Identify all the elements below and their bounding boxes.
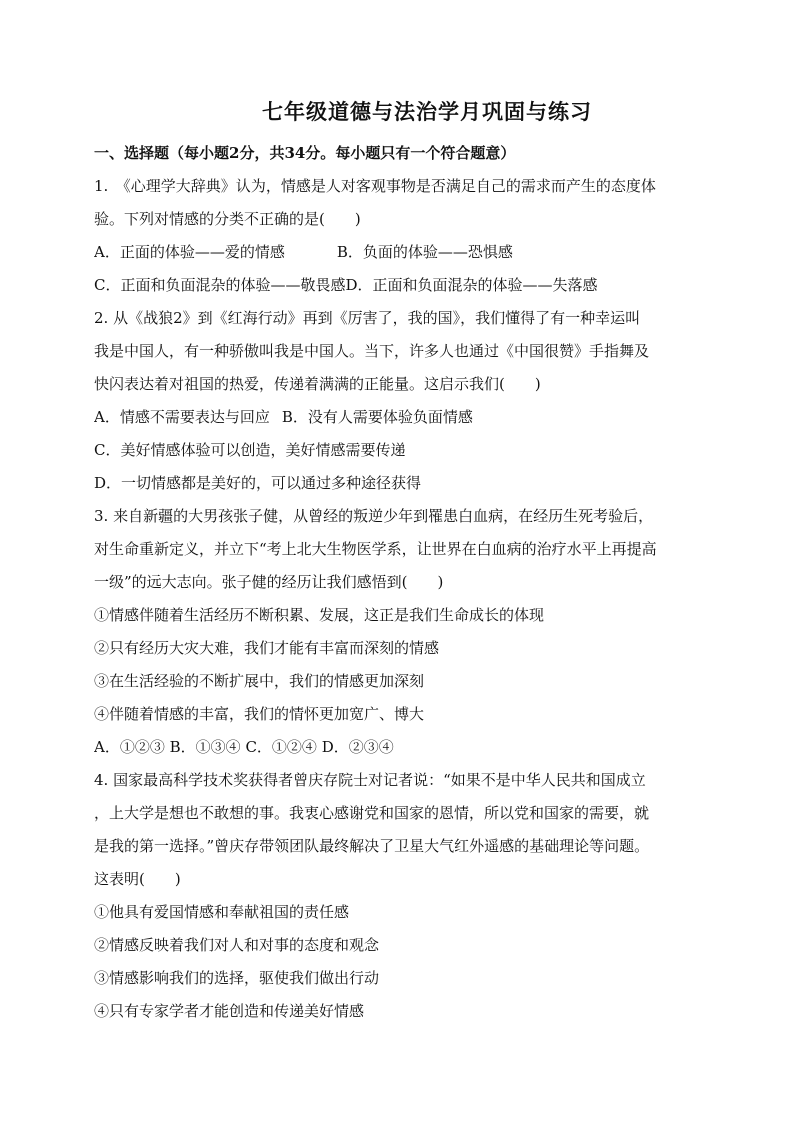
q2-stem-line-1: 2. 从《战狼2》到《红海行动》再到《厉害了，我的国》，我们懂得了有一种幸运叫	[94, 309, 641, 327]
q3-statement-4: ④伴随着情感的丰富，我们的情怀更加宽广、博大	[94, 705, 425, 723]
q2-option-d: D．一切情感都是美好的，可以通过多种途径获得	[94, 474, 422, 492]
q4-statement-4: ④只有专家学者才能创造和传递美好情感	[94, 1002, 365, 1020]
q2-stem-line-2: 我是中国人，有一种骄傲叫我是中国人。当下，许多人也通过《中国很赞》手指舞及	[94, 342, 650, 360]
q3-option-b: B．①③④	[169, 738, 241, 756]
question-content	[94, 137, 714, 1028]
q3-option-d: D．②③④	[321, 738, 394, 756]
q1-option-b: B．负面的体验——恐惧感	[336, 243, 513, 261]
q3-options	[94, 731, 714, 764]
q1-options-cd	[94, 269, 714, 302]
q1-option-c: C．正面和负面混杂的体验——敬畏感	[94, 276, 346, 294]
q4-stem-line-4: 这表明( )	[94, 870, 181, 888]
q3-stem-line-2: 对生命重新定义，并立下“考上北大生物医学系，让世界在白血病的治疗水平上再提高	[94, 540, 657, 558]
q4-statement-3: ③情感影响我们的选择，驱使我们做出行动	[94, 969, 380, 987]
q4-statement-1: ①他具有爱国情感和奉献祖国的责任感	[94, 903, 350, 921]
page-title: 七年级道德与法治学月巩固与练习	[262, 99, 592, 124]
q4-statement-2: ②情感反映着我们对人和对事的态度和观念	[94, 936, 380, 954]
q4-stem-line-1: 4. 国家最高科学技术奖获得者曾庆存院士对记者说：“如果不是中华人民共和国成立	[94, 771, 646, 789]
q3-statement-2: ②只有经历大灾大难，我们才能有丰富而深刻的情感	[94, 639, 440, 657]
q1-option-a: A．正面的体验——爱的情感	[94, 243, 285, 261]
q2-option-b: B．没有人需要体验负面情感	[281, 408, 473, 426]
q3-stem-line-3: 一级”的远大志向。张子健的经历让我们感悟到( )	[94, 573, 444, 591]
q2-option-c: C．美好情感体验可以创造，美好情感需要传递	[94, 441, 406, 459]
q3-statement-3: ③在生活经验的不断扩展中，我们的情感更加深刻	[94, 672, 425, 690]
q4-stem-line-2: ，上大学是想也不敢想的事。我衷心感谢党和国家的恩情，所以党和国家的需要，就	[94, 804, 650, 822]
q3-statement-1: ①情感伴随着生活经历不断积累、发展，这正是我们生命成长的体现	[94, 606, 545, 624]
q2-stem-line-3: 快闪表达着对祖国的热爱，传递着满满的正能量。这启示我们( )	[94, 375, 541, 393]
q1-stem-line-2: 验。下列对情感的分类不正确的是( )	[94, 210, 361, 228]
q3-option-c: C．①②④	[245, 738, 317, 756]
q3-option-a: A．①②③	[94, 738, 165, 756]
q1-stem-line-1: 1. 《心理学大辞典》认为，情感是人对客观事物是否满足自己的需求而产生的态度体	[94, 177, 656, 195]
q3-stem-line-1: 3. 来自新疆的大男孩张子健，从曾经的叛逆少年到罹患白血病，在经历生死考验后，	[94, 507, 654, 525]
q2-options-ab	[94, 401, 714, 434]
section-heading: 一、选择题（每小题2分，共34分。每小题只有一个符合题意）	[94, 144, 516, 162]
q2-option-a: A．情感不需要表达与回应	[94, 408, 270, 426]
q1-option-d: D．正面和负面混杂的体验——失落感	[345, 276, 598, 294]
q4-stem-line-3: 是我的第一选择。”曾庆存带领团队最终解决了卫星大气红外遥感的基础理论等问题。	[94, 837, 650, 855]
q1-options-ab	[94, 236, 714, 269]
